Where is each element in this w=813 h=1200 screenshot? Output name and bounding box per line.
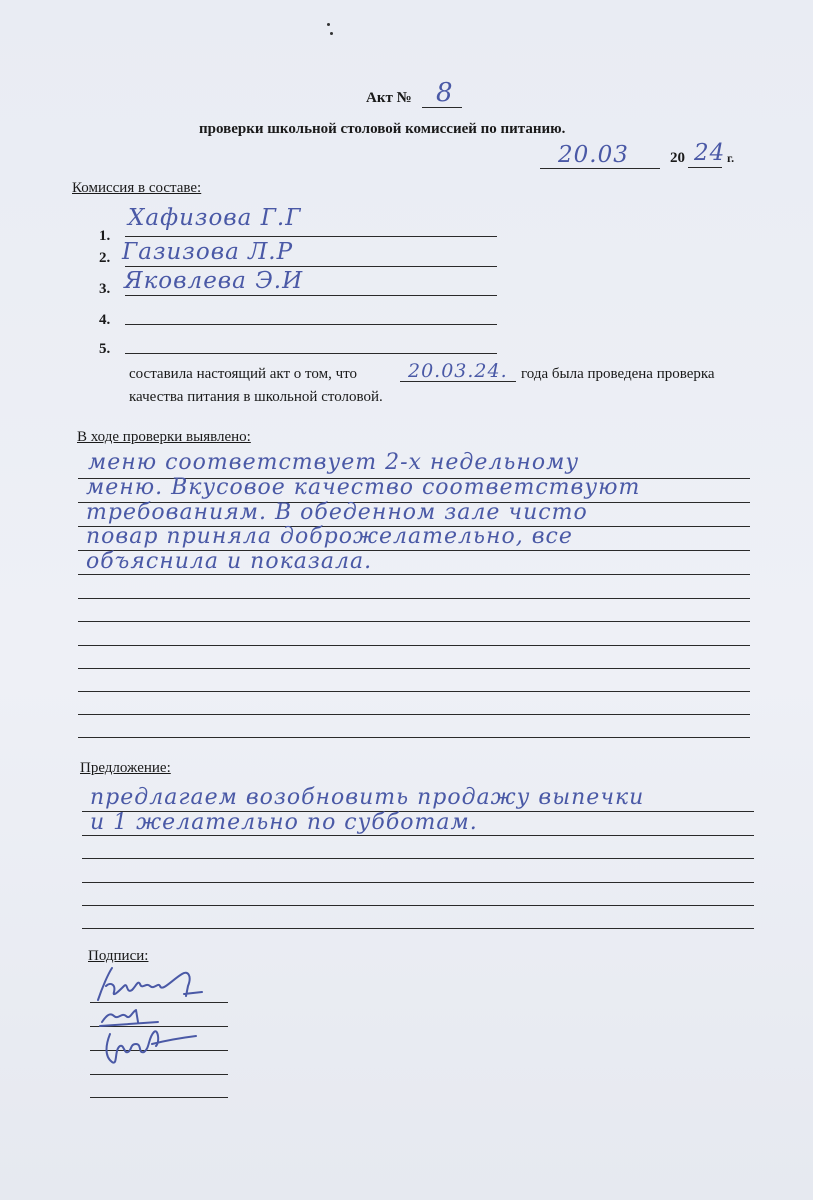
- findings-text-line: меню. Вкусовое качество соответствуют: [86, 475, 641, 500]
- member-line: [125, 236, 497, 237]
- act-subtitle: проверки школьной столовой комиссией по питанию.: [199, 121, 566, 137]
- act-date: 20.03: [558, 142, 629, 168]
- member-line: [125, 295, 497, 296]
- statement-suffix: года была проведена проверка: [521, 366, 715, 382]
- findings-line: [78, 668, 750, 669]
- findings-text-line: меню соответствует 2-х недельному: [88, 450, 580, 475]
- findings-text-line: требованиям. В обеденном зале чисто: [86, 500, 588, 525]
- proposal-label: Предложение:: [80, 760, 171, 776]
- findings-line: [78, 645, 750, 646]
- findings-text-line: объяснила и показала.: [86, 549, 373, 574]
- findings-line: [78, 737, 750, 738]
- proposal-text-line: и 1 желательно по субботам.: [90, 810, 478, 835]
- signature-line: [90, 1097, 228, 1098]
- findings-line: [78, 598, 750, 599]
- statement-prefix: составила настоящий акт о том, что: [129, 366, 358, 382]
- proposal-line: [82, 882, 754, 883]
- proposal-line: [82, 835, 754, 836]
- findings-text-line: повар приняла доброжелательно, все: [86, 524, 573, 549]
- act-number: 8: [436, 78, 454, 108]
- act-title-label: Акт №: [366, 90, 412, 106]
- proposal-line: [82, 858, 754, 859]
- member-number: 2.: [99, 250, 111, 266]
- statement-date: 20.03.24.: [408, 360, 508, 382]
- year-prefix: 20: [670, 150, 685, 166]
- proposal-line: [82, 905, 754, 906]
- member-number: 4.: [99, 312, 111, 328]
- member-name: Газизова Л.Р: [122, 239, 294, 265]
- findings-line: [78, 621, 750, 622]
- member-number: 3.: [99, 281, 111, 297]
- statement-line2: качества питания в школьной столовой.: [129, 389, 383, 405]
- member-line: [125, 353, 497, 354]
- commission-label: Комиссия в составе:: [72, 180, 202, 196]
- member-line: [125, 266, 497, 267]
- year-line: [688, 167, 722, 168]
- signatures-label: Подписи:: [88, 948, 149, 964]
- member-line: [125, 324, 497, 325]
- date-line: [540, 168, 660, 169]
- year-unit: г.: [727, 151, 735, 165]
- paper-mark: [327, 23, 330, 26]
- year-suffix: 24: [694, 140, 726, 166]
- findings-label: В ходе проверки выявлено:: [77, 429, 251, 445]
- member-name: Хафизова Г.Г: [128, 205, 302, 231]
- proposal-line: [82, 928, 754, 929]
- handwritten-signatures: [88, 960, 228, 1075]
- member-number: 1.: [99, 228, 111, 244]
- member-name: Яковлева Э.И: [124, 268, 304, 294]
- member-number: 5.: [99, 341, 111, 357]
- findings-line: [78, 714, 750, 715]
- proposal-text-line: предлагаем возобновить продажу выпечки: [90, 785, 645, 810]
- findings-line: [78, 691, 750, 692]
- paper-mark: [330, 32, 333, 35]
- findings-line: [78, 574, 750, 575]
